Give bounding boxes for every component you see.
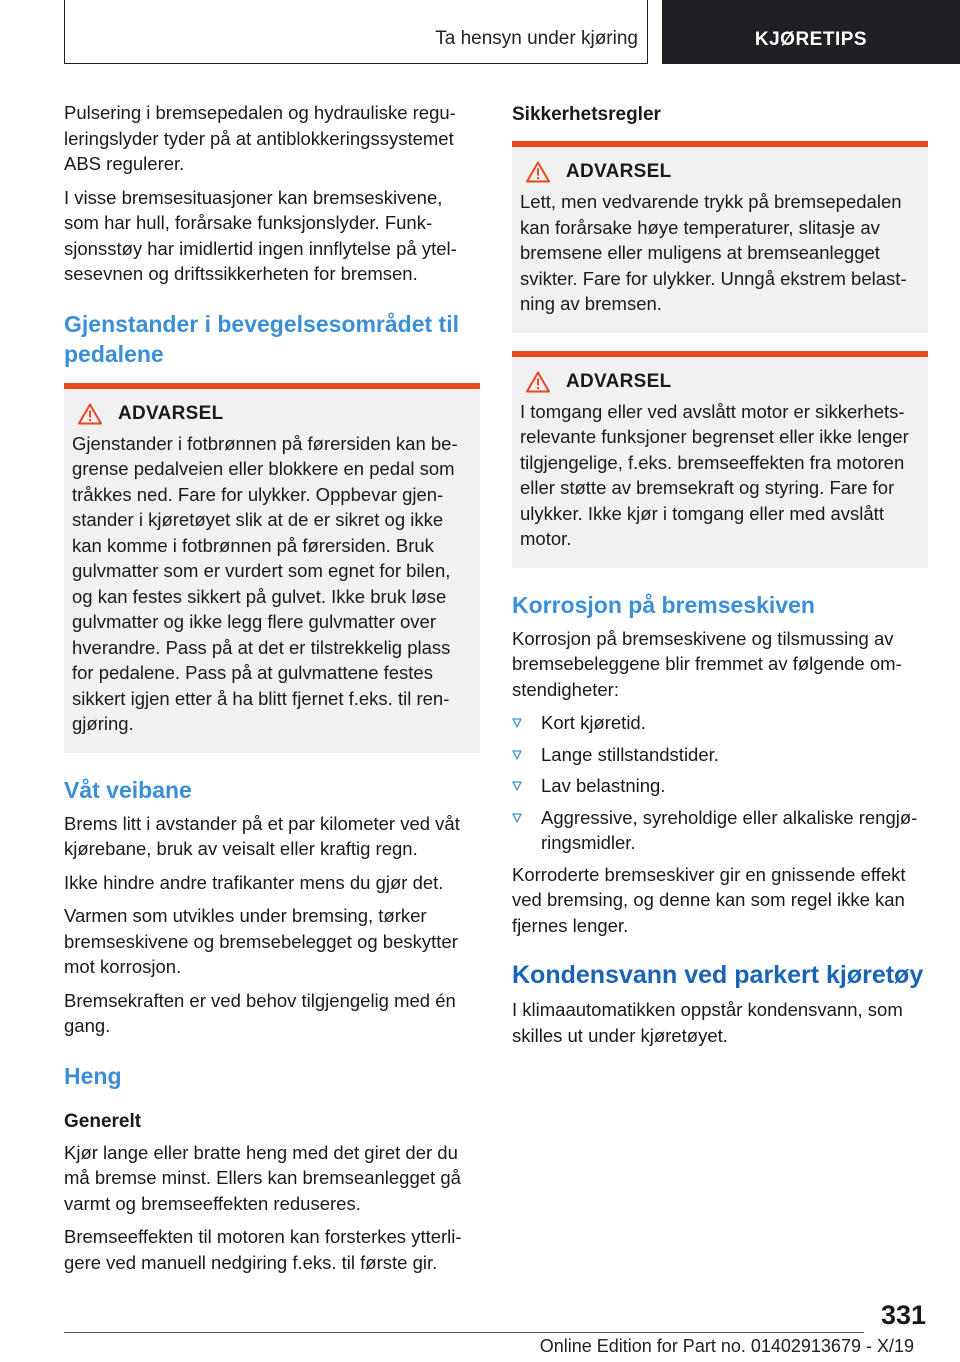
list-item-text: Lange stillstandstider. — [541, 743, 719, 765]
page-header — [0, 0, 960, 66]
warning-triangle-icon — [526, 371, 550, 393]
warning-triangle-icon — [78, 403, 102, 425]
list-item — [512, 805, 928, 856]
warning-text: I tomgang eller ved avslått motor er sikkerhetsrelevante funksjoner begrenset eller ikke lenger tilgjengelige, f.eks. bremseeffekten fra motoren eller støtte av bremsekraft og styring. Fare for ulykker. Ikke kjør i tomgang eller med avslått motor. — [520, 400, 909, 549]
subheading-general: Generelt — [64, 1110, 142, 1132]
list-item — [512, 710, 928, 736]
triangle-bullet-icon — [512, 718, 522, 728]
heading-corrosion: Korrosjon på bremseskiven — [512, 591, 815, 618]
list-item — [512, 742, 928, 768]
body-paragraph: I klimaautomatikken oppstår kondensvann, som skilles ut under kjøretøyet. — [512, 999, 903, 1046]
heading-wet-road: Våt veibane — [64, 776, 192, 803]
warning-header — [520, 371, 920, 393]
warning-text: Lett, men vedvarende trykk på bremsepedalen kan forårsake høye temperaturer, slitasje av bremsene eller muligens at bremseanlegget svikter. Fare for ulykker. Unngå ekstrem belastning av bremsen. — [520, 191, 907, 314]
intro-paragraph: Pulsering i bremsepedalen og hydrauliske reguleringslyder tyder på at antiblokkeringssystemet ABS regulerer. — [64, 102, 456, 174]
body-paragraph: Korroderte bremseskiver gir en gnissende effekt ved bremsing, og denne kan som regel ikke kan fjernes lenger. — [512, 863, 906, 936]
footer-edition: Online Edition for Part no. 01402913679 - X/19 — [539, 1336, 914, 1356]
triangle-bullet-icon — [512, 781, 522, 791]
subheading-safety-rules: Sikkerhetsregler — [512, 104, 661, 125]
warning-triangle-icon — [526, 161, 550, 183]
warning-header — [520, 161, 920, 183]
warning-title: ADVARSEL — [566, 370, 672, 392]
heading-slope: Heng — [64, 1062, 122, 1089]
warning-header — [72, 403, 472, 425]
chapter-tab — [662, 0, 960, 64]
warning-box — [512, 351, 928, 568]
warning-text: Gjenstander i fotbrønnen på førersiden kan begrense pedalveien eller blokkere en pedal som tråkkes ned. Fare for ulykker. Oppbevar gjenstander i kjøretøyet slik at de er sikret og ikke kan komme i fotbrønnen på førersiden. Bruk gulvmatter som er vurdert som egnet for bilen, og kan festes sikkert på gulvet. Ikke bruk løse gulvmatter og ikke legg flere gulvmatter over hverandre. Pass på at det er tilstrekkelig plass for pedalene. Pass på at gulvmattene festes sikkert igjen etter å ha blitt fjernet f.eks. til rengjøring. — [72, 432, 458, 734]
body-paragraph: Bremseeffekten til motoren kan forsterkes ytterligere ved manuell nedgiring f.eks. til første gir. — [64, 1226, 462, 1273]
right-column — [512, 100, 928, 1056]
list-item — [512, 773, 928, 799]
section-title: Ta hensyn under kjøring — [435, 28, 638, 49]
warning-box — [512, 141, 928, 333]
heading-condensation: Kondensvann ved parkert kjøretøy — [512, 961, 924, 989]
body-paragraph: Ikke hindre andre trafikanter mens du gjør det. — [64, 871, 444, 893]
intro-paragraph: I visse bremsesituasjoner kan bremseskivene, som har hull, forårsake funksjonslyder. Funksjonsstøy har imidlertid ingen innflytelse på ytelsesevnen og driftssikkerheten for bremsen. — [64, 186, 457, 284]
list-item-text: Aggressive, syreholdige eller alkaliske rengjøringsmidler. — [541, 806, 918, 853]
bullet-list — [512, 710, 928, 856]
page-number: 331 — [880, 1300, 926, 1330]
warning-title: ADVARSEL — [566, 161, 672, 182]
triangle-bullet-icon — [512, 813, 522, 823]
list-item-text: Kort kjøretid. — [541, 712, 646, 733]
warning-title: ADVARSEL — [118, 402, 224, 424]
list-item-text: Lav belastning. — [541, 775, 666, 796]
body-paragraph: Brems litt i avstander på et par kilometer ved våt kjørebane, bruk av veisalt eller kraftig regn. — [64, 812, 460, 859]
left-column — [64, 100, 480, 1283]
body-paragraph: Varmen som utvikles under bremsing, tørker bremseskivene og bremsebelegget og beskytter mot korrosjon. — [64, 905, 458, 977]
heading-pedals: Gjenstander i bevegelsesområdet til pedalene — [64, 310, 459, 367]
body-paragraph: Korrosjon på bremseskivene og tilsmussing av bremsebeleggene blir fremmet av følgende omstendigheter: — [512, 627, 902, 700]
warning-box — [64, 383, 480, 753]
triangle-bullet-icon — [512, 750, 522, 760]
chapter-title: KJØRETIPS — [754, 29, 868, 50]
footer-divider — [64, 1332, 864, 1333]
body-paragraph: Bremsekraften er ved behov tilgjengelig med én gang. — [64, 989, 456, 1036]
body-paragraph: Kjør lange eller bratte heng med det giret der du må bremse minst. Ellers kan bremseanlegget gå varmt og bremseeffekten reduseres. — [64, 1141, 461, 1214]
